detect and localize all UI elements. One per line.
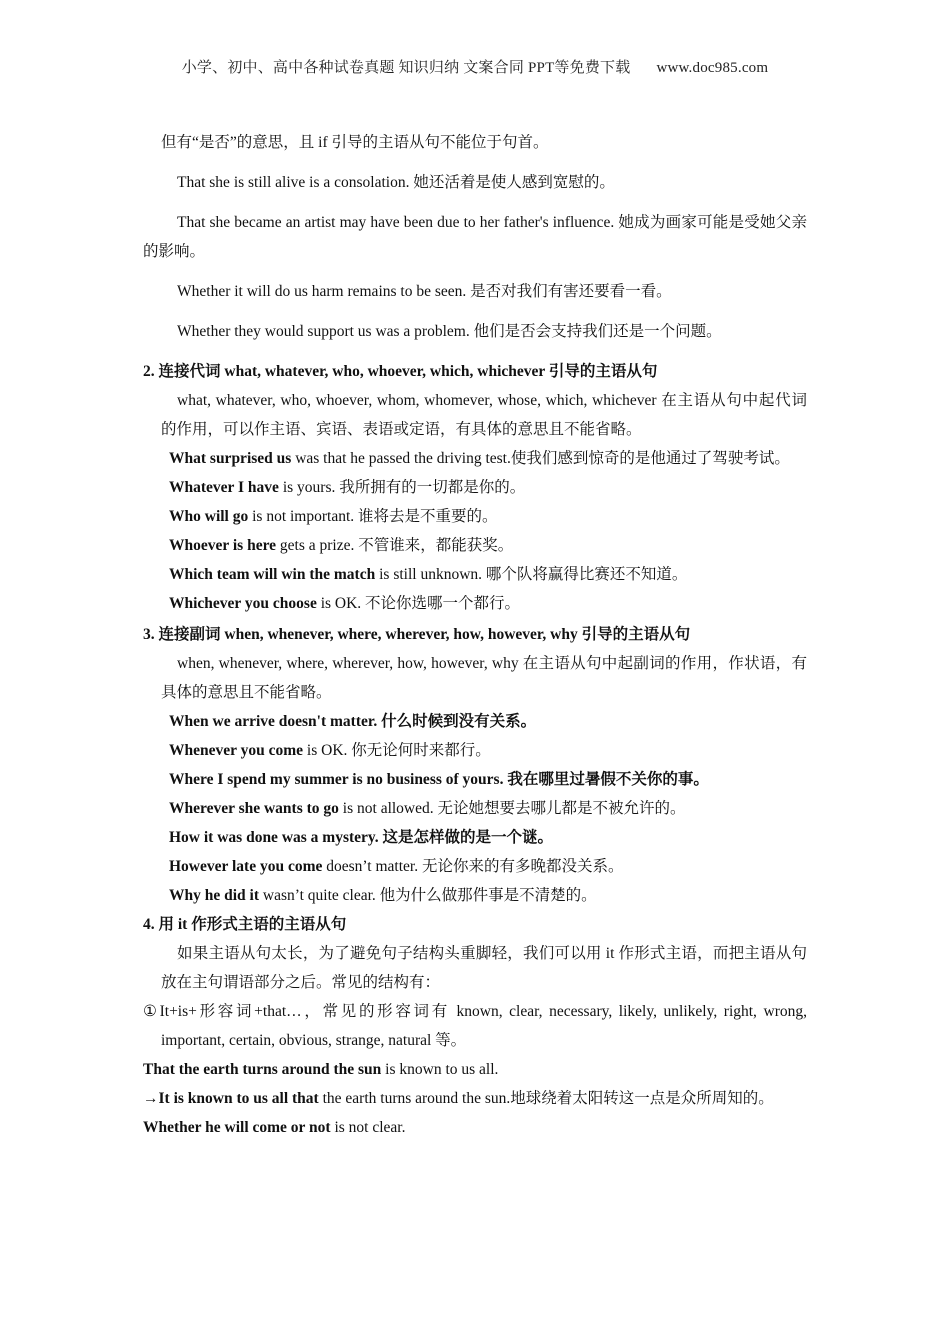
sentence-rest: is still unknown. 哪个队将赢得比赛还不知道。: [375, 566, 688, 583]
sentence-rest: is OK. 你无论何时来都行。: [303, 742, 491, 759]
sentence-rest: wasn’t quite clear. 他为什么做那件事是不清楚的。: [259, 887, 597, 904]
example-sentence: That she became an artist may have been due to her father's influence. 她成为画家可能是受她父亲的影响。: [143, 214, 807, 260]
section-heading: 2. 连接代词 what, whatever, who, whoever, which, whichever 引导的主语从句: [143, 363, 658, 380]
example-sentence: Whether they would support us was a problem. 他们是否会支持我们还是一个问题。: [177, 323, 722, 340]
example-sentence: [143, 531, 807, 560]
header-url[interactable]: www.doc985.com: [656, 60, 769, 76]
example-sentence: [143, 473, 807, 502]
example-sentence: [143, 560, 807, 589]
sentence-rest: is not clear.: [330, 1119, 406, 1136]
example-sentence: Whether it will do us harm remains to be seen. 是否对我们有害还要看一看。: [177, 283, 672, 300]
section-heading: 4. 用 it 作形式主语的主语从句: [143, 916, 347, 933]
bold-clause: Who will go: [169, 508, 249, 525]
bold-clause: Which team will win the match: [169, 566, 376, 583]
bold-clause: Why he did it: [169, 887, 260, 904]
page-header: [0, 56, 950, 77]
sentence-rest: the earth turns around the sun.地球绕着太阳转这一点是众所周知的。: [318, 1090, 774, 1107]
sentence-rest: is OK. 不论你选哪一个都行。: [316, 595, 521, 612]
sentence-rest: is known to us all.: [381, 1061, 499, 1078]
sentence-rest: gets a prize. 不管谁来，都能获奖。: [276, 537, 514, 554]
sentence-rest: is not allowed. 无论她想要去哪儿都是不被允许的。: [338, 800, 686, 817]
bold-clause: →It is known to us all that: [143, 1090, 319, 1107]
example-sentence: [143, 502, 807, 531]
paragraph: 但有“是否”的意思，且 if 引导的主语从句不能位于句首。: [161, 134, 549, 151]
example-sentence: [143, 707, 807, 736]
example-sentence: [143, 823, 807, 852]
example-sentence: That she is still alive is a consolation. 她还活着是使人感到宽慰的。: [177, 174, 615, 191]
paragraph: 如果主语从句太长，为了避免句子结构头重脚轻，我们可以用 it 作形式主语，而把主语从句放在主句谓语部分之后。常见的结构有：: [161, 945, 807, 991]
section-heading: 3. 连接副词 when, whenever, where, wherever, how, however, why 引导的主语从句: [143, 626, 691, 643]
example-sentence: [143, 852, 807, 881]
bold-clause: Whether he will come or not: [143, 1119, 331, 1136]
example-sentence: [143, 1084, 807, 1113]
document-body: [143, 128, 807, 1142]
bold-clause: Whoever is here: [169, 537, 277, 554]
example-sentence: [143, 794, 807, 823]
bold-clause: Wherever she wants to go: [169, 800, 339, 817]
bold-clause: When we arrive doesn't matter. 什么时候到没有关系。: [169, 713, 537, 730]
bold-clause: Whichever you choose: [169, 595, 317, 612]
example-sentence: [143, 736, 807, 765]
example-sentence: [143, 765, 807, 794]
sentence-rest: doesn’t matter. 无论你来的有多晚都没关系。: [322, 858, 624, 875]
sentence-rest: is not important. 谁将去是不重要的。: [248, 508, 498, 525]
bold-clause: That the earth turns around the sun: [143, 1061, 382, 1078]
example-sentence: [143, 1113, 807, 1142]
paragraph: ①It+is+形容词+that…，常见的形容词有 known, clear, necessary, likely, unlikely, right, wrong, important, certain, obvious, strange, natural 等。: [143, 1003, 807, 1049]
sentence-rest: was that he passed the driving test.使我们感到惊奇的是他通过了驾驶考试。: [291, 450, 790, 467]
example-sentence: [143, 589, 807, 618]
bold-clause: What surprised us: [169, 450, 292, 467]
bold-clause: How it was done was a mystery. 这是怎样做的是一个谜。: [169, 829, 554, 846]
paragraph: what, whatever, who, whoever, whom, whomever, whose, which, whichever 在主语从句中起代词的作用，可以作主语、宾语、表语或定语，有具体的意思且不能省略。: [161, 392, 807, 438]
header-text: 小学、初中、高中各种试卷真题 知识归纳 文案合同 PPT等免费下载: [181, 60, 631, 76]
bold-clause: Whenever you come: [169, 742, 304, 759]
example-sentence: [143, 1055, 807, 1084]
paragraph: when, whenever, where, wherever, how, however, why 在主语从句中起副词的作用，作状语，有具体的意思且不能省略。: [161, 655, 807, 701]
bold-clause: Whatever I have: [169, 479, 279, 496]
sentence-rest: is yours. 我所拥有的一切都是你的。: [278, 479, 526, 496]
example-sentence: [143, 881, 807, 910]
example-sentence: [143, 444, 807, 473]
bold-clause: However late you come: [169, 858, 323, 875]
bold-clause: Where I spend my summer is no business of yours. 我在哪里过暑假不关你的事。: [169, 771, 709, 788]
